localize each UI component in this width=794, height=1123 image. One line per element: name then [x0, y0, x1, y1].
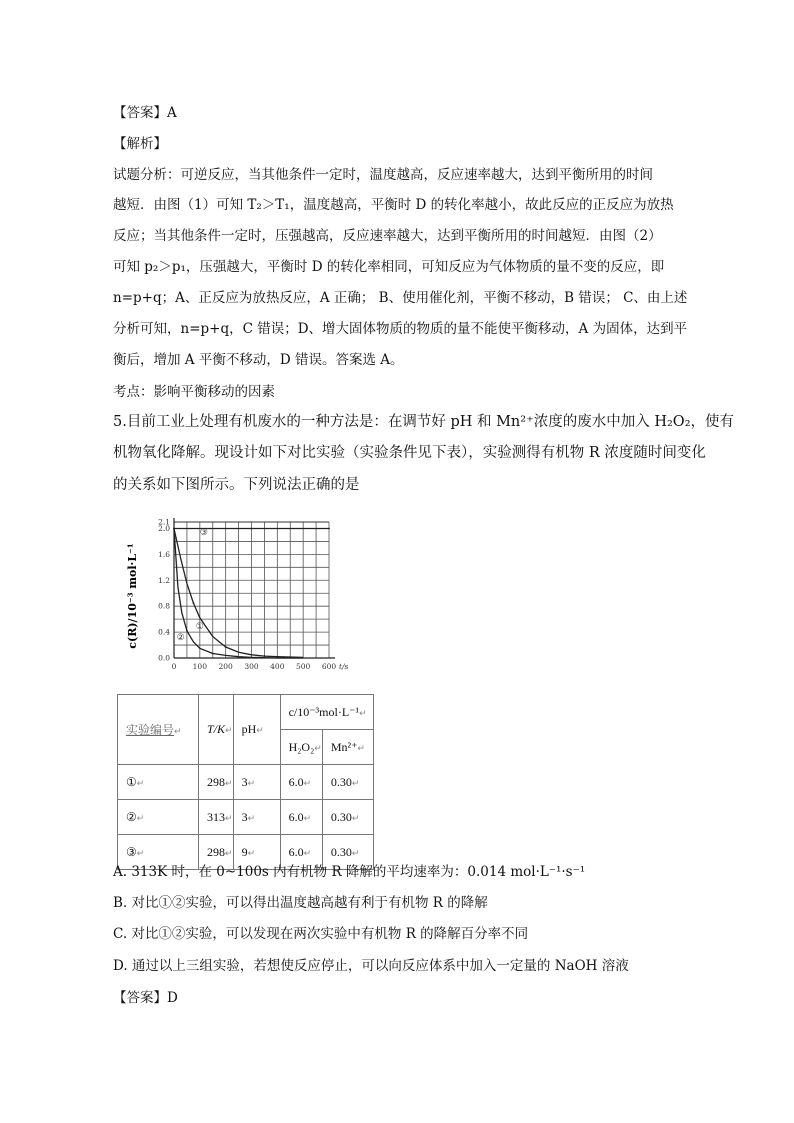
table-row: ①↵ 298↵ 3↵ 6.0↵ 0.30↵: [118, 765, 374, 800]
option-b: B. 对比①②实验，可以得出温度越高越有利于有机物 R 的降解: [113, 895, 488, 911]
x-tick-label: 300: [244, 662, 259, 671]
analysis-line-6: 分析可知，n=p+q，C 错误；D、增大固体物质的物质的量不能使平衡移动，A 为固体，达到平: [113, 321, 688, 337]
header-h2o2: H₂O₂↵: [280, 730, 322, 765]
x-axis-label: t/s: [339, 662, 349, 671]
question-line-1: 5.目前工业上处理有机废水的一种方法是：在调节好 pH 和 Mn²⁺浓度的废水中加入 H₂O₂，使有: [113, 414, 735, 430]
y-axis-label: c(R)/10⁻³ mol·L⁻¹: [126, 543, 139, 649]
analysis-line-5: n=p+q；A、正反应为放热反应，A 正确； B、使用催化剂，平衡不移动，B 错误； C、由上述: [113, 290, 688, 306]
analysis-line-3: 反应；当其他条件一定时，压强越高，反应速率越大，达到平衡所用的时间越短．由图（2）: [113, 228, 662, 244]
series-2-label: ②: [176, 632, 185, 643]
x-tick-label: 600: [321, 662, 337, 671]
table-row: ③↵ 298↵ 9↵ 6.0↵ 0.30↵: [118, 835, 374, 870]
option-a: A. 313K 时，在 0~100s 内有机物 R 降解的平均速率为：0.014 mol·L⁻¹·s⁻¹: [113, 864, 586, 880]
series-3-label: ③: [199, 527, 208, 538]
prev-analysis-label: 【解析】: [113, 136, 167, 152]
data-point: [251, 656, 253, 658]
series-1-label: ①: [195, 621, 204, 632]
y-tick-label: 2.0: [158, 523, 170, 533]
x-tick-label: 500: [296, 662, 311, 671]
data-point: [225, 646, 227, 648]
option-c: C. 对比①②实验，可以发现在两次实验中有机物 R 的降解百分率不同: [113, 926, 529, 942]
y-tick-label: 0.8: [158, 601, 170, 611]
chart-grid: [174, 518, 335, 658]
data-point: [264, 655, 266, 657]
x-tick-label: 0: [171, 662, 177, 671]
x-tick-label: 200: [218, 662, 233, 671]
x-tick-label: 100: [192, 662, 207, 671]
y-tick-label: 1.2: [158, 575, 170, 585]
y-tick-label: 0.0: [158, 653, 170, 663]
header-mn: Mn²⁺↵: [322, 730, 373, 765]
question-line-3: 的关系如下图所示。下列说法正确的是: [113, 477, 360, 493]
data-point: [212, 653, 214, 655]
data-point: [186, 630, 188, 632]
analysis-line-4: 可知 p₂＞p₁，压强越大，平衡时 D 的转化率相同，可知反应为气体物质的量不变的反应，即: [113, 259, 665, 275]
analysis-line-2: 越短．由图（1）可知 T₂＞T₁，温度越高，平衡时 D 的转化率越小，故此反应的正反应为放热: [113, 197, 674, 213]
analysis-line-7: 衡后，增加 A 平衡不移动，D 错误。答案选 A。: [113, 352, 404, 368]
data-point: [328, 528, 330, 530]
data-point: [192, 602, 194, 604]
kaodian: 考点：影响平衡移动的因素: [113, 384, 275, 400]
prev-answer-label: 【答案】A: [113, 105, 177, 121]
y-tick-label: 2.1: [158, 517, 170, 527]
header-temp: T/K↵: [199, 695, 234, 765]
experiment-table: [117, 694, 374, 870]
data-point: [251, 528, 253, 530]
answer-label: 【答案】D: [113, 990, 178, 1006]
data-point: [173, 528, 175, 530]
header-ph: pH↵: [233, 695, 280, 765]
y-tick-label: 0.4: [158, 627, 170, 637]
header-id: 实验编号↵: [118, 695, 199, 765]
table-row: ②↵ 313↵ 3↵ 6.0↵ 0.30↵: [118, 800, 374, 835]
question-line-2: 机物氧化降解。现设计如下对比实验（实验条件见下表），实验测得有机物 R 浓度随时间变化: [113, 445, 706, 461]
analysis-line-1: 试题分析：可逆反应，当其他条件一定时，温度越高，反应速率越大，达到平衡所用的时间: [113, 167, 653, 183]
x-tick-label: 400: [270, 662, 285, 671]
header-conc: c/10⁻³mol·L⁻¹↵: [280, 695, 373, 730]
concentration-chart: [120, 510, 370, 678]
option-d: D. 通过以上三组实验，若想使反应停止，可以向反应体系中加入一定量的 NaOH 溶液: [113, 958, 629, 974]
y-tick-label: 1.6: [158, 549, 170, 559]
